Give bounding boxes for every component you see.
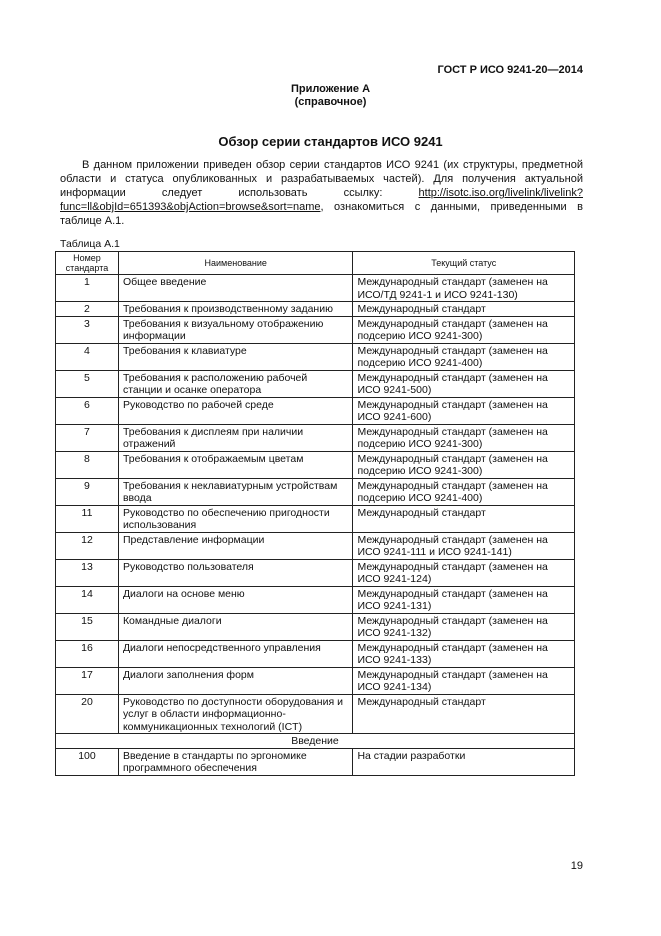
table-row — [56, 586, 575, 613]
table-row — [56, 748, 575, 775]
cell-name: Требования к визуальному отображению информации — [118, 316, 353, 343]
intro-text: В данном приложении приведен обзор серии стандартов ИСО 9241 (их структуры, предметной области и статуса опубликованных и разрабатываемых частей). Для получения актуальной информации следует использовать ссылку: — [60, 159, 583, 199]
table-row — [56, 451, 575, 478]
table-row — [56, 302, 575, 317]
annex-title: Приложение А — [290, 83, 371, 95]
table-row — [56, 667, 575, 694]
cell-name: Требования к отображаемым цветам — [118, 451, 353, 478]
cell-status: На стадии разработки — [353, 748, 575, 775]
cell-number: 3 — [56, 316, 119, 343]
cell-status: Международный стандарт (заменен на ИСО 9241-124) — [353, 559, 575, 586]
iso-livelink[interactable]: http://isotc.iso.org/livelink/livelink?func=ll&objId=651393&objAction=browse&sort=name — [60, 187, 583, 213]
table-row — [56, 343, 575, 370]
table-row — [56, 397, 575, 424]
cell-status: Международный стандарт (заменен на ИСО 9241-111 и ИСО 9241-141) — [353, 532, 575, 559]
cell-name: Руководство по рабочей среде — [118, 397, 353, 424]
cell-name: Требования к дисплеям при наличии отражений — [118, 424, 353, 451]
cell-name: Требования к клавиатуре — [118, 343, 353, 370]
table-row — [56, 532, 575, 559]
table-caption: Таблица А.1 — [60, 238, 120, 250]
cell-status: Международный стандарт (заменен на подсерию ИСО 9241-300) — [353, 424, 575, 451]
cell-number: 6 — [56, 397, 119, 424]
cell-number: 16 — [56, 640, 119, 667]
cell-name: Диалоги заполнения форм — [118, 667, 353, 694]
table-body — [56, 275, 575, 734]
table-row — [56, 559, 575, 586]
cell-status: Международный стандарт (заменен на подсерию ИСО 9241-400) — [353, 478, 575, 505]
cell-status: Международный стандарт (заменен на ИСО 9241-132) — [353, 613, 575, 640]
table-row — [56, 316, 575, 343]
section-row — [56, 734, 575, 749]
cell-name: Диалоги непосредственного управления — [118, 640, 353, 667]
cell-status: Международный стандарт (заменен на ИСО 9241-131) — [353, 586, 575, 613]
header-number: Номер стандарта — [56, 252, 119, 275]
cell-number: 15 — [56, 613, 119, 640]
cell-number: 8 — [56, 451, 119, 478]
cell-number: 9 — [56, 478, 119, 505]
cell-name: Руководство по доступности оборудования и услуг в области информационно-коммуникационных технологий (ICT) — [118, 694, 353, 734]
cell-status: Международный стандарт (заменен на ИСО 9241-600) — [353, 397, 575, 424]
annex-block — [0, 83, 661, 109]
intro-text-end: , ознакомиться с данными, приведенными в таблице А.1. — [60, 201, 583, 227]
cell-name: Общее введение — [118, 275, 353, 302]
header-name: Наименование — [118, 252, 353, 275]
header-status: Текущий статус — [353, 252, 575, 275]
cell-status: Международный стандарт (заменен на ИСО/ТД 9241-1 и ИСО 9241-130) — [353, 275, 575, 302]
cell-status: Международный стандарт — [353, 694, 575, 734]
cell-number: 5 — [56, 370, 119, 397]
section-label: Введение — [56, 734, 575, 749]
cell-status: Международный стандарт (заменен на ИСО 9241-134) — [353, 667, 575, 694]
cell-name: Командные диалоги — [118, 613, 353, 640]
cell-number: 12 — [56, 532, 119, 559]
cell-name: Представление информации — [118, 532, 353, 559]
table-row — [56, 613, 575, 640]
annex-heading: Обзор серии стандартов ИСО 9241 — [218, 134, 443, 149]
table-row — [56, 370, 575, 397]
cell-number: 17 — [56, 667, 119, 694]
document-code: ГОСТ Р ИСО 9241-20—2014 — [437, 64, 583, 76]
table-row — [56, 275, 575, 302]
cell-status: Международный стандарт — [353, 302, 575, 317]
cell-name: Руководство по обеспечению пригодности использования — [118, 505, 353, 532]
annex-subtitle: (справочное) — [294, 96, 367, 108]
table-row — [56, 640, 575, 667]
cell-status: Международный стандарт (заменен на ИСО 9241-500) — [353, 370, 575, 397]
cell-number: 11 — [56, 505, 119, 532]
table-header-row — [56, 252, 575, 275]
cell-name: Требования к производственному заданию — [118, 302, 353, 317]
cell-name: Руководство пользователя — [118, 559, 353, 586]
cell-name: Требования к неклавиатурным устройствам ввода — [118, 478, 353, 505]
cell-name: Введение в стандарты по эргономике программного обеспечения — [118, 748, 353, 775]
cell-name: Требования к расположению рабочей станции и осанке оператора — [118, 370, 353, 397]
table-row — [56, 694, 575, 734]
cell-number: 4 — [56, 343, 119, 370]
cell-number: 1 — [56, 275, 119, 302]
cell-name: Диалоги на основе меню — [118, 586, 353, 613]
intro-paragraph — [60, 158, 583, 228]
table-row — [56, 505, 575, 532]
cell-number: 14 — [56, 586, 119, 613]
cell-status: Международный стандарт — [353, 505, 575, 532]
table-section-body — [56, 734, 575, 776]
cell-number: 7 — [56, 424, 119, 451]
cell-number: 20 — [56, 694, 119, 734]
page-number: 19 — [570, 860, 583, 872]
cell-status: Международный стандарт (заменен на подсерию ИСО 9241-400) — [353, 343, 575, 370]
table-row — [56, 478, 575, 505]
standards-table — [55, 251, 575, 776]
cell-status: Международный стандарт (заменен на ИСО 9241-133) — [353, 640, 575, 667]
cell-status: Международный стандарт (заменен на подсерию ИСО 9241-300) — [353, 451, 575, 478]
cell-number: 2 — [56, 302, 119, 317]
cell-number: 13 — [56, 559, 119, 586]
cell-status: Международный стандарт (заменен на подсерию ИСО 9241-300) — [353, 316, 575, 343]
cell-number: 100 — [56, 748, 119, 775]
table-row — [56, 424, 575, 451]
